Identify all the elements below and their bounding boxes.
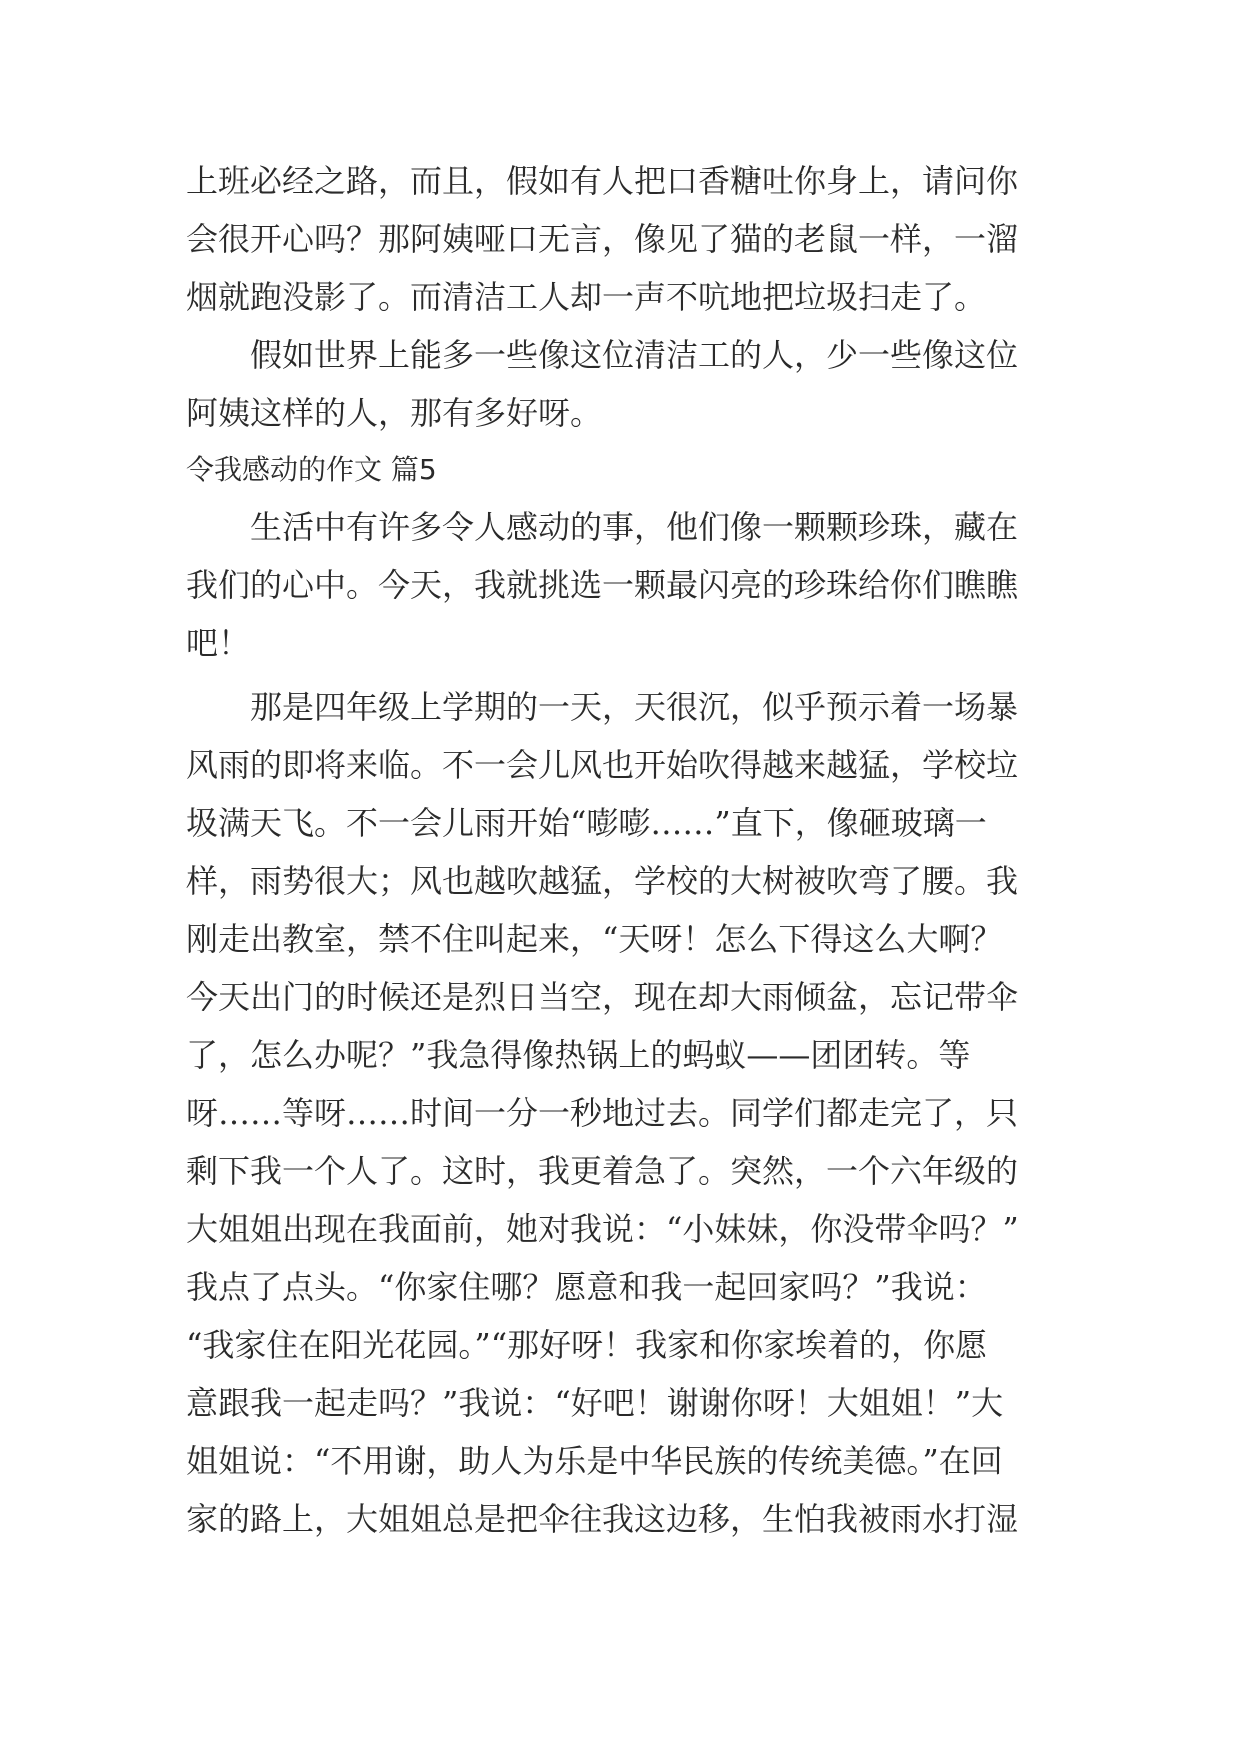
paragraph-2 xyxy=(186,326,1066,442)
text-line: 圾满天飞。不一会儿雨开始“嘭嘭……”直下，像砸玻璃一 xyxy=(186,804,987,842)
text-line: 剩下我一个人了。这时，我更着急了。突然，一个六年级的 xyxy=(186,1152,1019,1190)
paragraph-3 xyxy=(186,498,1066,672)
text-line: 家的路上，大姐姐总是把伞往我这边移，生怕我被雨水打湿 xyxy=(186,1500,1019,1538)
text-line: 姐姐说：“不用谢，助人为乐是中华民族的传统美德。”在回 xyxy=(186,1442,1003,1480)
text-line: 生活中有许多令人感动的事，他们像一颗颗珍珠，藏在 xyxy=(250,508,1019,546)
section-heading: 令我感动的作文 篇5 xyxy=(186,453,437,486)
text-line: 吧！ xyxy=(186,624,251,662)
paragraph-4 xyxy=(186,678,1066,1548)
text-line: 阿姨这样的人，那有多好呀。 xyxy=(186,394,603,432)
text-line: 今天出门的时候还是烈日当空，现在却大雨倾盆，忘记带伞 xyxy=(186,978,1019,1016)
text-line: 我点了点头。“你家住哪？愿意和我一起回家吗？”我说： xyxy=(186,1268,987,1306)
text-line: 烟就跑没影了。而清洁工人却一声不吭地把垃圾扫走了。 xyxy=(186,278,987,316)
text-line: 会很开心吗？那阿姨哑口无言，像见了猫的老鼠一样，一溜 xyxy=(186,220,1019,258)
text-line: 我们的心中。今天，我就挑选一颗最闪亮的珍珠给你们瞧瞧 xyxy=(186,566,1019,604)
text-line: 风雨的即将来临。不一会儿风也开始吹得越来越猛，学校垃 xyxy=(186,746,1019,784)
text-line: 假如世界上能多一些像这位清洁工的人，少一些像这位 xyxy=(250,336,1019,374)
text-line: 大姐姐出现在我面前，她对我说：“小妹妹，你没带伞吗？” xyxy=(186,1210,1019,1248)
text-line: 那是四年级上学期的一天，天很沉，似乎预示着一场暴 xyxy=(250,688,1019,726)
text-line: 样，雨势很大；风也越吹越猛，学校的大树被吹弯了腰。我 xyxy=(186,862,1019,900)
text-line: 呀……等呀……时间一分一秒地过去。同学们都走完了，只 xyxy=(186,1094,1019,1132)
text-line: 意跟我一起走吗？”我说：“好吧！谢谢你呀！大姐姐！”大 xyxy=(186,1384,1004,1422)
text-line: 刚走出教室，禁不住叫起来，“天呀！怎么下得这么大啊？ xyxy=(186,920,1003,958)
paragraph-1 xyxy=(186,152,1066,326)
text-line: 上班必经之路，而且，假如有人把口香糖吐你身上，请问你 xyxy=(186,162,1019,200)
text-line: “我家住在阳光花园。”“那好呀！我家和你家埃着的，你愿 xyxy=(186,1326,988,1364)
document-body xyxy=(186,152,1066,1548)
text-line: 了，怎么办呢？”我急得像热锅上的蚂蚁——团团转。等 xyxy=(186,1036,971,1074)
